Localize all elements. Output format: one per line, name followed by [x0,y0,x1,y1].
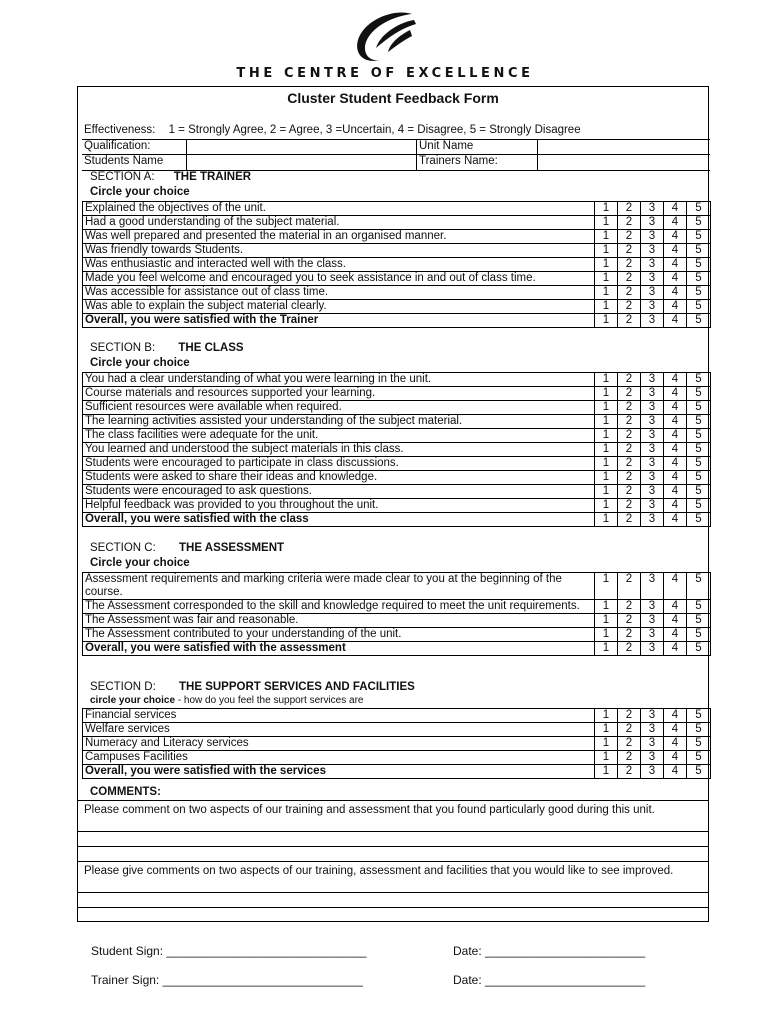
students-name-label: Students Name [84,155,164,167]
comments-heading: COMMENTS: [90,786,161,798]
table-row [83,751,711,765]
comment-prompt-improve: Please give comments on two aspects of our training, assessment and facilities that you would like to see improved. [84,865,674,877]
table-row [83,401,711,415]
rating-option-2[interactable]: 2 [618,202,641,216]
question-text: Welfare services [83,723,595,737]
question-text: Was well prepared and presented the material in an organised manner. [83,230,595,244]
rating-option-5[interactable]: 5 [687,709,711,723]
rating-option-4[interactable]: 4 [664,737,687,751]
rating-option-4[interactable]: 4 [664,300,687,314]
rating-option-4[interactable]: 4 [664,443,687,457]
rating-option-2[interactable]: 2 [618,642,641,656]
question-text: The learning activities assisted your understanding of the subject material. [83,415,595,429]
question-text: Campuses Facilities [83,751,595,765]
question-text: Assessment requirements and marking criteria were made clear to you at the beginning of the course. [83,573,595,600]
rating-option-5[interactable]: 5 [687,751,711,765]
rating-option-5[interactable]: 5 [687,513,711,527]
rating-option-4[interactable]: 4 [664,723,687,737]
rating-option-5[interactable]: 5 [687,737,711,751]
date-line: Date: ________________________ [453,973,646,987]
rating-option-2[interactable]: 2 [618,415,641,429]
rating-option-1[interactable]: 1 [595,642,618,656]
rating-option-5[interactable]: 5 [687,457,711,471]
rating-option-4[interactable]: 4 [664,286,687,300]
rating-option-1[interactable]: 1 [595,614,618,628]
rating-option-1[interactable]: 1 [595,751,618,765]
rating-option-5[interactable]: 5 [687,600,711,614]
rating-option-2[interactable]: 2 [618,457,641,471]
rating-option-1[interactable]: 1 [595,244,618,258]
question-text: Students were encouraged to ask questions. [83,485,595,499]
effectiveness-label: Effectiveness: [84,124,156,136]
rating-option-3[interactable]: 3 [641,573,664,600]
rating-option-3[interactable]: 3 [641,628,664,642]
rating-option-2[interactable]: 2 [618,258,641,272]
rating-option-1[interactable]: 1 [595,230,618,244]
date-line: Date: ________________________ [453,944,646,958]
rating-option-3[interactable]: 3 [641,401,664,415]
table-row [83,429,711,443]
section-a-instruction: Circle your choice [90,186,190,198]
rating-option-1[interactable]: 1 [595,429,618,443]
rating-option-2[interactable]: 2 [618,485,641,499]
rating-option-2[interactable]: 2 [618,573,641,600]
table-row [83,471,711,485]
rating-option-5[interactable]: 5 [687,286,711,300]
rating-option-3[interactable]: 3 [641,499,664,513]
section-c-heading: SECTION C: THE ASSESSMENT [90,542,285,554]
rating-option-2[interactable]: 2 [618,286,641,300]
section-d-table [82,708,711,779]
rating-option-5[interactable]: 5 [687,628,711,642]
qualification-label: Qualification: [84,140,151,152]
rating-option-2[interactable]: 2 [618,401,641,415]
rating-option-5[interactable]: 5 [687,415,711,429]
effectiveness-scale: 1 = Strongly Agree, 2 = Agree, 3 =Uncertain, 4 = Disagree, 5 = Strongly Disagree [168,124,581,136]
rating-option-2[interactable]: 2 [618,709,641,723]
rating-option-3[interactable]: 3 [641,373,664,387]
rating-option-4[interactable]: 4 [664,628,687,642]
table-row [83,314,711,328]
table-row [83,485,711,499]
rating-option-2[interactable]: 2 [618,373,641,387]
question-text: Course materials and resources supported your learning. [83,387,595,401]
question-text: Sufficient resources were available when required. [83,401,595,415]
rating-option-4[interactable]: 4 [664,642,687,656]
table-row [83,723,711,737]
rating-option-1[interactable]: 1 [595,513,618,527]
rating-option-1[interactable]: 1 [595,499,618,513]
trainers-name-label: Trainers Name: [419,155,498,167]
rating-option-5[interactable]: 5 [687,765,711,779]
rating-option-4[interactable]: 4 [664,387,687,401]
rating-option-3[interactable]: 3 [641,258,664,272]
rating-option-4[interactable]: 4 [664,216,687,230]
question-text: You had a clear understanding of what you were learning in the unit. [83,373,595,387]
table-row [83,513,711,527]
section-b-table [82,372,711,527]
table-row [83,737,711,751]
rating-option-2[interactable]: 2 [618,387,641,401]
rating-option-4[interactable]: 4 [664,471,687,485]
rating-option-5[interactable]: 5 [687,499,711,513]
rating-option-5[interactable]: 5 [687,272,711,286]
divider [77,800,709,801]
table-row [83,642,711,656]
rating-option-5[interactable]: 5 [687,429,711,443]
org-name: THE CENTRE OF EXCELLENCE [236,66,534,81]
rating-option-5[interactable]: 5 [687,230,711,244]
rating-option-3[interactable]: 3 [641,614,664,628]
rating-option-1[interactable]: 1 [595,573,618,600]
divider [77,846,709,847]
rating-option-4[interactable]: 4 [664,751,687,765]
rating-option-4[interactable]: 4 [664,244,687,258]
table-row [83,258,711,272]
rating-option-5[interactable]: 5 [687,314,711,328]
rating-option-5[interactable]: 5 [687,471,711,485]
rating-option-1[interactable]: 1 [595,709,618,723]
rating-option-3[interactable]: 3 [641,600,664,614]
rating-option-1[interactable]: 1 [595,300,618,314]
question-text: Was friendly towards Students. [83,244,595,258]
table-row [83,216,711,230]
question-text: Financial services [83,709,595,723]
rating-option-1[interactable]: 1 [595,600,618,614]
table-row [83,244,711,258]
rating-option-4[interactable]: 4 [664,401,687,415]
table-row [83,415,711,429]
rating-option-3[interactable]: 3 [641,429,664,443]
question-text: The Assessment contributed to your understanding of the unit. [83,628,595,642]
rating-option-5[interactable]: 5 [687,387,711,401]
table-row [83,300,711,314]
question-text: Overall, you were satisfied with the class [83,513,595,527]
rating-option-5[interactable]: 5 [687,258,711,272]
table-row [83,600,711,614]
table-row [83,286,711,300]
rating-option-2[interactable]: 2 [618,765,641,779]
question-text: Made you feel welcome and encouraged you to seek assistance in and out of class time. [83,272,595,286]
rating-option-3[interactable]: 3 [641,244,664,258]
table-row [83,443,711,457]
rating-option-3[interactable]: 3 [641,415,664,429]
rating-option-4[interactable]: 4 [664,415,687,429]
rating-option-5[interactable]: 5 [687,401,711,415]
rating-option-1[interactable]: 1 [595,443,618,457]
rating-option-1[interactable]: 1 [595,628,618,642]
question-text: The class facilities were adequate for the unit. [83,429,595,443]
rating-option-1[interactable]: 1 [595,457,618,471]
rating-option-4[interactable]: 4 [664,600,687,614]
rating-option-2[interactable]: 2 [618,216,641,230]
table-row [83,202,711,216]
rating-option-5[interactable]: 5 [687,216,711,230]
rating-option-1[interactable]: 1 [595,485,618,499]
divider [77,907,709,908]
table-row [83,628,711,642]
rating-option-5[interactable]: 5 [687,485,711,499]
table-row [83,499,711,513]
rating-option-3[interactable]: 3 [641,485,664,499]
question-text: Was able to explain the subject material clearly. [83,300,595,314]
rating-option-5[interactable]: 5 [687,300,711,314]
comment-prompt-good: Please comment on two aspects of our training and assessment that you found particularly good during this unit. [84,804,655,816]
rating-option-3[interactable]: 3 [641,443,664,457]
section-d-instruction: circle your choice - how do you feel the support services are [90,695,364,706]
rating-option-1[interactable]: 1 [595,314,618,328]
question-text: The Assessment corresponded to the skill and knowledge required to meet the unit requirements. [83,600,595,614]
rating-option-5[interactable]: 5 [687,244,711,258]
rating-option-5[interactable]: 5 [687,443,711,457]
rating-option-4[interactable]: 4 [664,499,687,513]
section-d-heading: SECTION D: THE SUPPORT SERVICES AND FACILITIES [90,681,415,693]
rating-option-4[interactable]: 4 [664,709,687,723]
rating-option-2[interactable]: 2 [618,614,641,628]
rating-option-3[interactable]: 3 [641,765,664,779]
rating-option-4[interactable]: 4 [664,429,687,443]
divider [82,154,710,155]
rating-option-2[interactable]: 2 [618,723,641,737]
rating-option-1[interactable]: 1 [595,471,618,485]
rating-option-4[interactable]: 4 [664,513,687,527]
rating-option-2[interactable]: 2 [618,230,641,244]
rating-option-3[interactable]: 3 [641,709,664,723]
rating-option-5[interactable]: 5 [687,373,711,387]
rating-option-2[interactable]: 2 [618,751,641,765]
section-c-table [82,572,711,656]
question-text: Students were encouraged to participate in class discussions. [83,457,595,471]
question-text: Was accessible for assistance out of class time. [83,286,595,300]
divider [77,892,709,893]
rating-option-4[interactable]: 4 [664,485,687,499]
table-row [83,230,711,244]
question-text: Overall, you were satisfied with the services [83,765,595,779]
rating-option-4[interactable]: 4 [664,258,687,272]
question-text: Explained the objectives of the unit. [83,202,595,216]
rating-option-3[interactable]: 3 [641,230,664,244]
rating-option-2[interactable]: 2 [618,429,641,443]
rating-option-3[interactable]: 3 [641,751,664,765]
section-a-heading: SECTION A: THE TRAINER [90,171,252,183]
rating-option-3[interactable]: 3 [641,513,664,527]
question-text: The Assessment was fair and reasonable. [83,614,595,628]
rating-option-2[interactable]: 2 [618,628,641,642]
divider [537,139,538,170]
rating-option-3[interactable]: 3 [641,286,664,300]
rating-option-2[interactable]: 2 [618,499,641,513]
rating-option-1[interactable]: 1 [595,373,618,387]
unit-name-label: Unit Name [419,140,474,152]
rating-option-3[interactable]: 3 [641,216,664,230]
rating-option-2[interactable]: 2 [618,737,641,751]
rating-option-4[interactable]: 4 [664,202,687,216]
rating-option-3[interactable]: 3 [641,642,664,656]
rating-option-3[interactable]: 3 [641,387,664,401]
rating-option-3[interactable]: 3 [641,314,664,328]
divider [416,139,417,170]
rating-option-1[interactable]: 1 [595,272,618,286]
section-c-instruction: Circle your choice [90,557,190,569]
rating-option-3[interactable]: 3 [641,723,664,737]
question-text: You learned and understood the subject materials in this class. [83,443,595,457]
rating-option-2[interactable]: 2 [618,600,641,614]
rating-option-5[interactable]: 5 [687,202,711,216]
question-text: Helpful feedback was provided to you throughout the unit. [83,499,595,513]
rating-option-4[interactable]: 4 [664,765,687,779]
rating-option-1[interactable]: 1 [595,765,618,779]
rating-option-1[interactable]: 1 [595,286,618,300]
rating-option-4[interactable]: 4 [664,614,687,628]
rating-option-2[interactable]: 2 [618,314,641,328]
rating-option-2[interactable]: 2 [618,244,641,258]
divider [77,861,709,862]
question-text: Was enthusiastic and interacted well with the class. [83,258,595,272]
section-b-instruction: Circle your choice [90,357,190,369]
table-row [83,573,711,600]
table-row [83,272,711,286]
rating-option-1[interactable]: 1 [595,723,618,737]
rating-option-2[interactable]: 2 [618,513,641,527]
question-text: Students were asked to share their ideas and knowledge. [83,471,595,485]
question-text: Numeracy and Literacy services [83,737,595,751]
rating-option-2[interactable]: 2 [618,272,641,286]
rating-option-1[interactable]: 1 [595,737,618,751]
rating-option-1[interactable]: 1 [595,387,618,401]
rating-option-3[interactable]: 3 [641,471,664,485]
section-b-heading: SECTION B: THE CLASS [90,342,244,354]
rating-option-5[interactable]: 5 [687,723,711,737]
rating-option-4[interactable]: 4 [664,373,687,387]
rating-option-2[interactable]: 2 [618,300,641,314]
table-row [83,387,711,401]
rating-option-4[interactable]: 4 [664,314,687,328]
divider [77,831,709,832]
swoosh-c-logo-icon [350,10,420,66]
table-row [83,765,711,779]
rating-option-5[interactable]: 5 [687,614,711,628]
rating-option-2[interactable]: 2 [618,471,641,485]
rating-option-1[interactable]: 1 [595,401,618,415]
student-sign-line: Student Sign: ______________________________ [91,944,367,958]
rating-option-1[interactable]: 1 [595,216,618,230]
rating-option-4[interactable]: 4 [664,457,687,471]
rating-option-4[interactable]: 4 [664,272,687,286]
rating-option-5[interactable]: 5 [687,573,711,600]
rating-option-4[interactable]: 4 [664,573,687,600]
table-row [83,614,711,628]
divider [186,139,187,170]
table-row [83,709,711,723]
question-text: Had a good understanding of the subject material. [83,216,595,230]
question-text: Overall, you were satisfied with the Trainer [83,314,595,328]
rating-option-3[interactable]: 3 [641,300,664,314]
rating-option-5[interactable]: 5 [687,642,711,656]
table-row [83,373,711,387]
section-a-table [82,201,711,328]
rating-option-3[interactable]: 3 [641,202,664,216]
rating-option-1[interactable]: 1 [595,202,618,216]
rating-option-2[interactable]: 2 [618,443,641,457]
rating-option-1[interactable]: 1 [595,258,618,272]
trainer-sign-line: Trainer Sign: ______________________________ [91,973,363,987]
rating-option-3[interactable]: 3 [641,272,664,286]
rating-option-3[interactable]: 3 [641,737,664,751]
rating-option-1[interactable]: 1 [595,415,618,429]
form-title: Cluster Student Feedback Form [287,90,499,106]
table-row [83,457,711,471]
question-text: Overall, you were satisfied with the assessment [83,642,595,656]
rating-option-3[interactable]: 3 [641,457,664,471]
divider [82,139,710,140]
rating-option-4[interactable]: 4 [664,230,687,244]
effectiveness-line [84,124,581,136]
